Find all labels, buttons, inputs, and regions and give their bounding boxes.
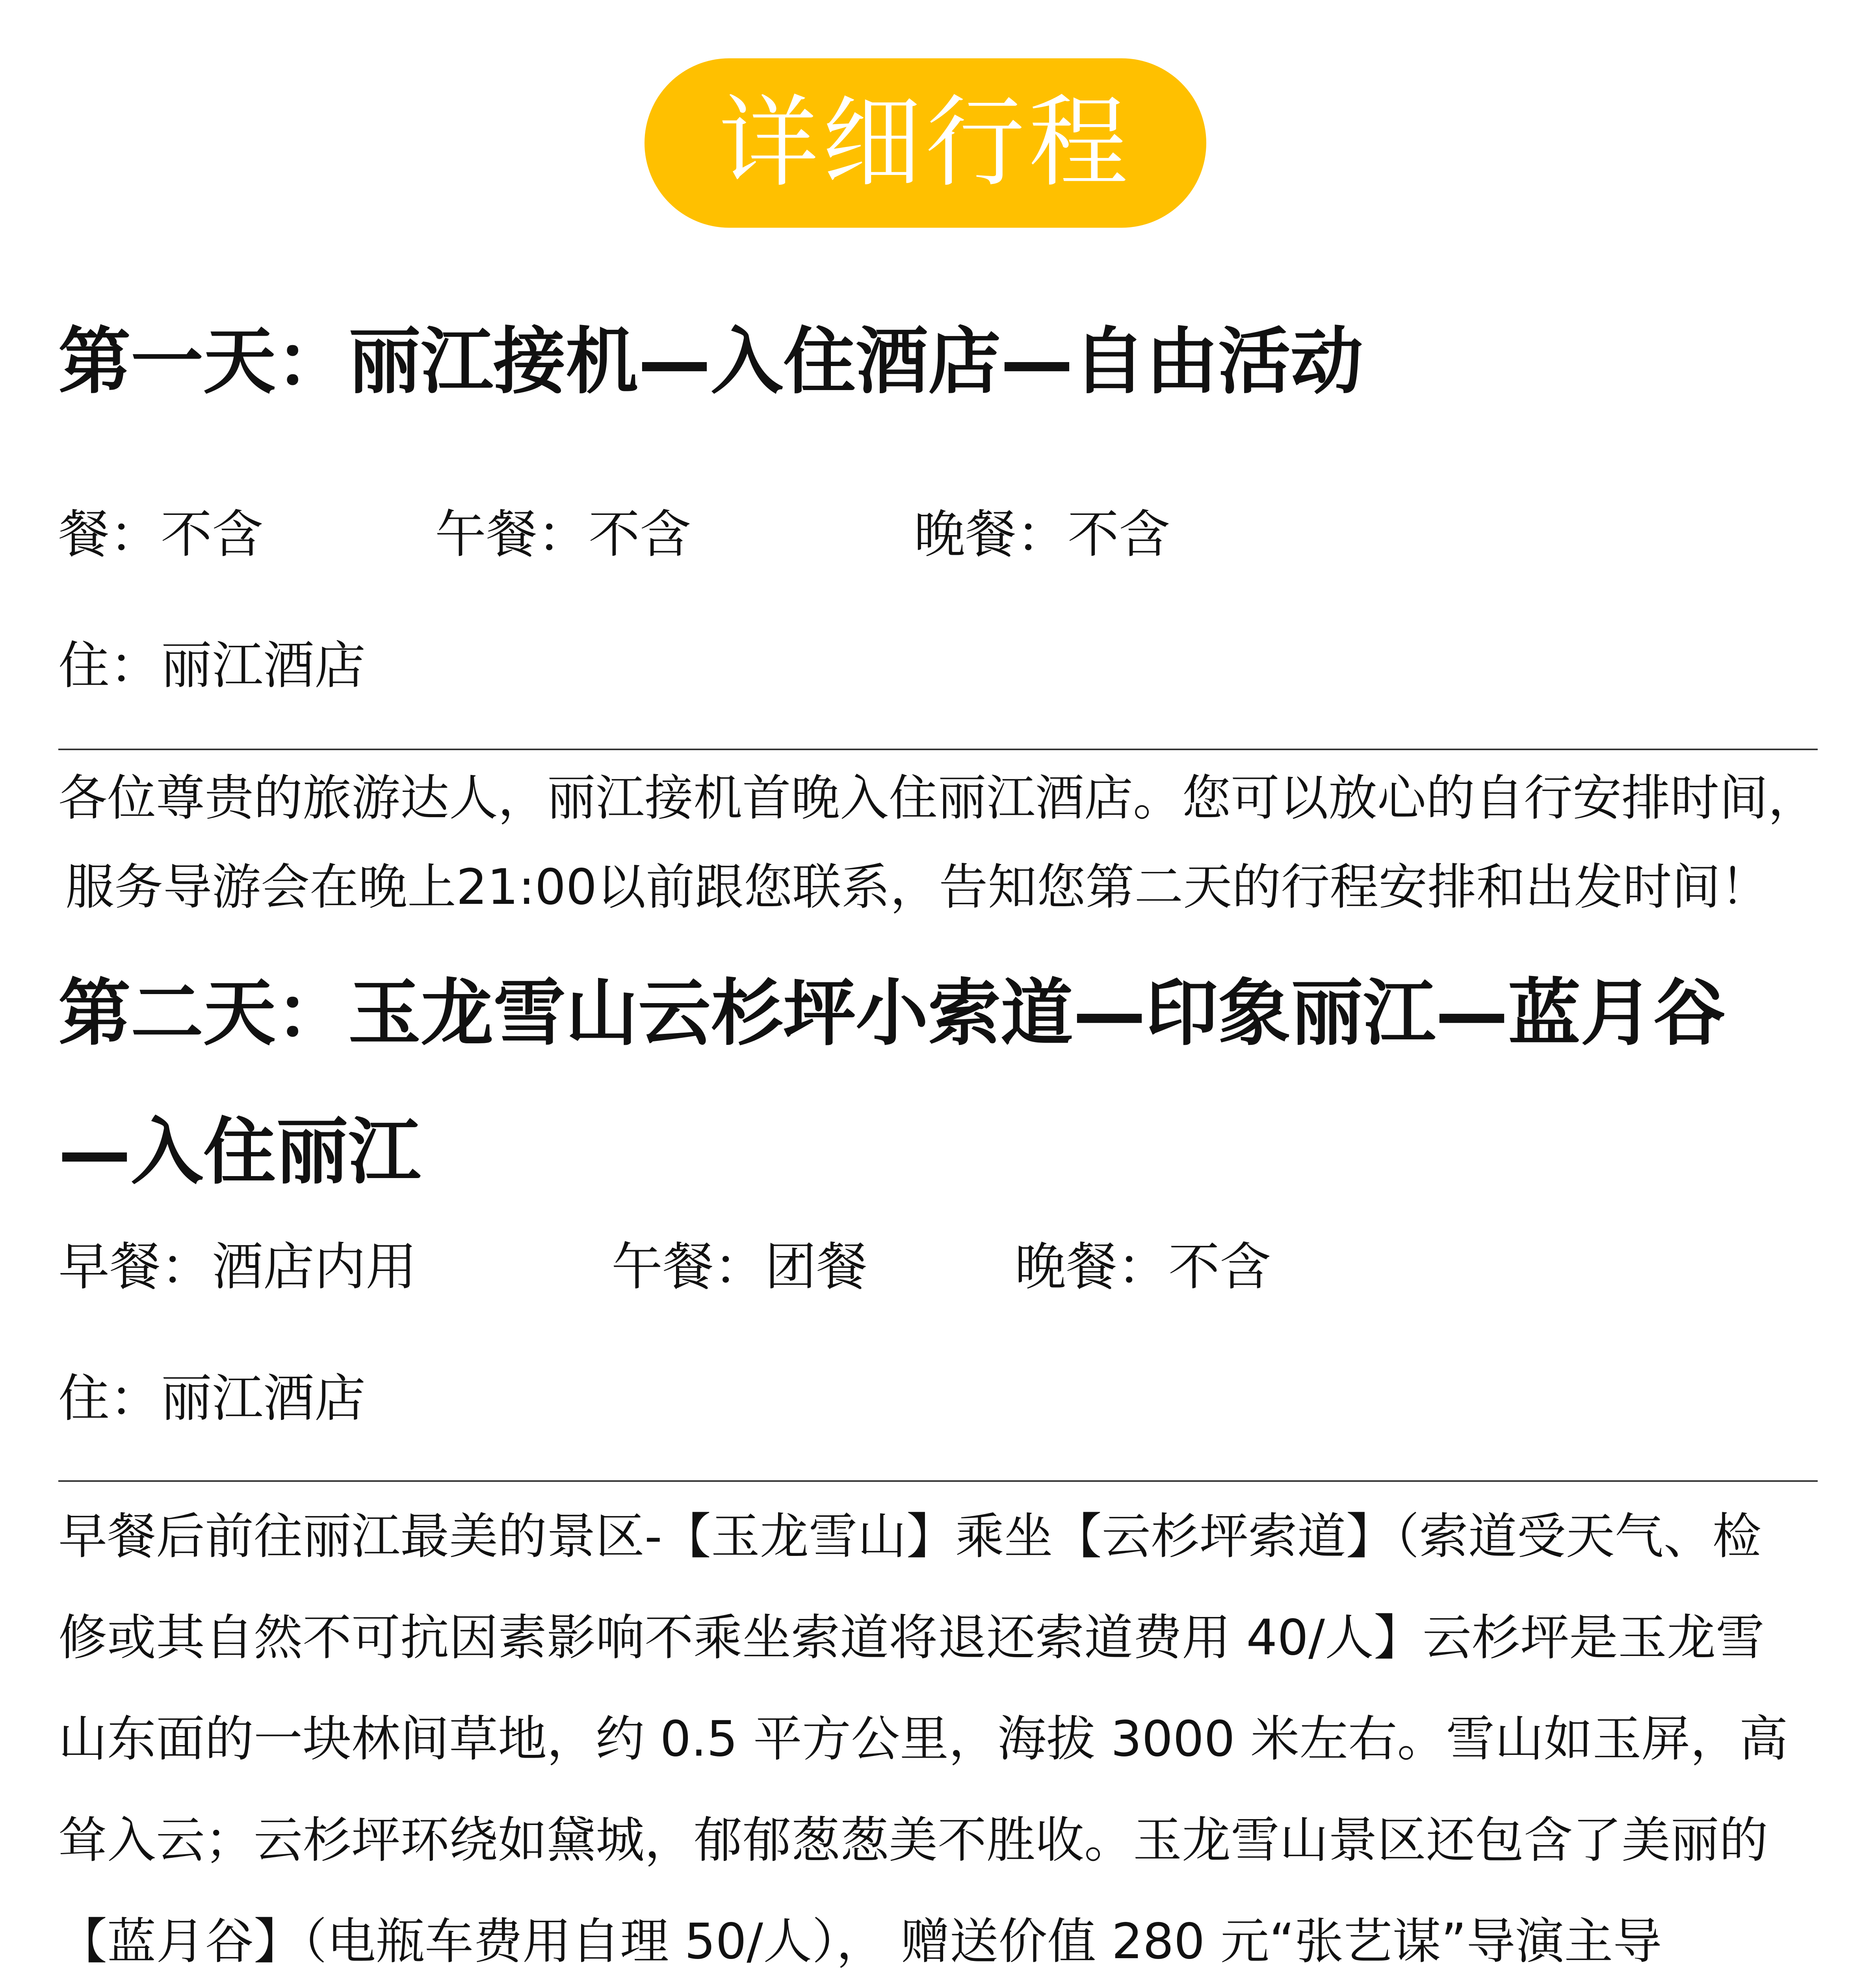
day-2-description-line: 修或其自然不可抗因素影响不乘坐索道将退还索道费用 40/人】云杉坪是玉龙雪 [58, 1609, 1765, 1666]
day-1-dinner: 晚餐：不含 [914, 504, 1170, 564]
day-2-breakfast: 早餐：酒店内用 [58, 1237, 417, 1297]
day-2-dinner: 晚餐：不含 [1015, 1237, 1271, 1297]
day-1-description-line: 服务导游会在晚上21:00以前跟您联系，告知您第二天的行程安排和出发时间！ [65, 859, 1770, 916]
day-1-title: 第一天：丽江接机—入住酒店—自由活动 [58, 320, 1363, 404]
day-2-title-line-2: —入住丽江 [58, 1110, 421, 1194]
day-1-lunch: 午餐：不含 [435, 504, 691, 564]
section-title: 详细行程 [719, 85, 1132, 201]
day-2-lunch: 午餐：团餐 [611, 1237, 868, 1297]
day-2-description-line: 【蓝月谷】（电瓶车费用自理 50/人）， 赠送价值 280 元“张艺谋”导演主导 [58, 1913, 1662, 1970]
day-2-description-line: 耸入云；云杉坪环绕如黛城，郁郁葱葱美不胜收。玉龙雪山景区还包含了美丽的 [58, 1812, 1768, 1869]
day-2-description-line: 早餐后前往丽江最美的景区-【玉龙雪山】乘坐【云杉坪索道】（索道受天气、检 [58, 1508, 1761, 1565]
day-1-description-line: 各位尊贵的旅游达人，丽江接机首晚入住丽江酒店。您可以放心的自行安排时间， [58, 770, 1817, 827]
day-2-description-line: 山东面的一块林间草地，约 0.5 平方公里，海拔 3000 米左右。雪山如玉屏，高 [58, 1711, 1788, 1767]
day-1-divider [58, 749, 1818, 750]
section-title-pill [645, 58, 1206, 228]
day-1-accommodation: 住：丽江酒店 [58, 636, 366, 695]
day-2-title-line-1: 第二天：玉龙雪山云杉坪小索道—印象丽江—蓝月谷 [58, 971, 1726, 1056]
day-1-breakfast: 餐：不含 [58, 504, 264, 564]
day-2-divider [58, 1480, 1818, 1482]
day-2-accommodation: 住：丽江酒店 [58, 1368, 366, 1428]
